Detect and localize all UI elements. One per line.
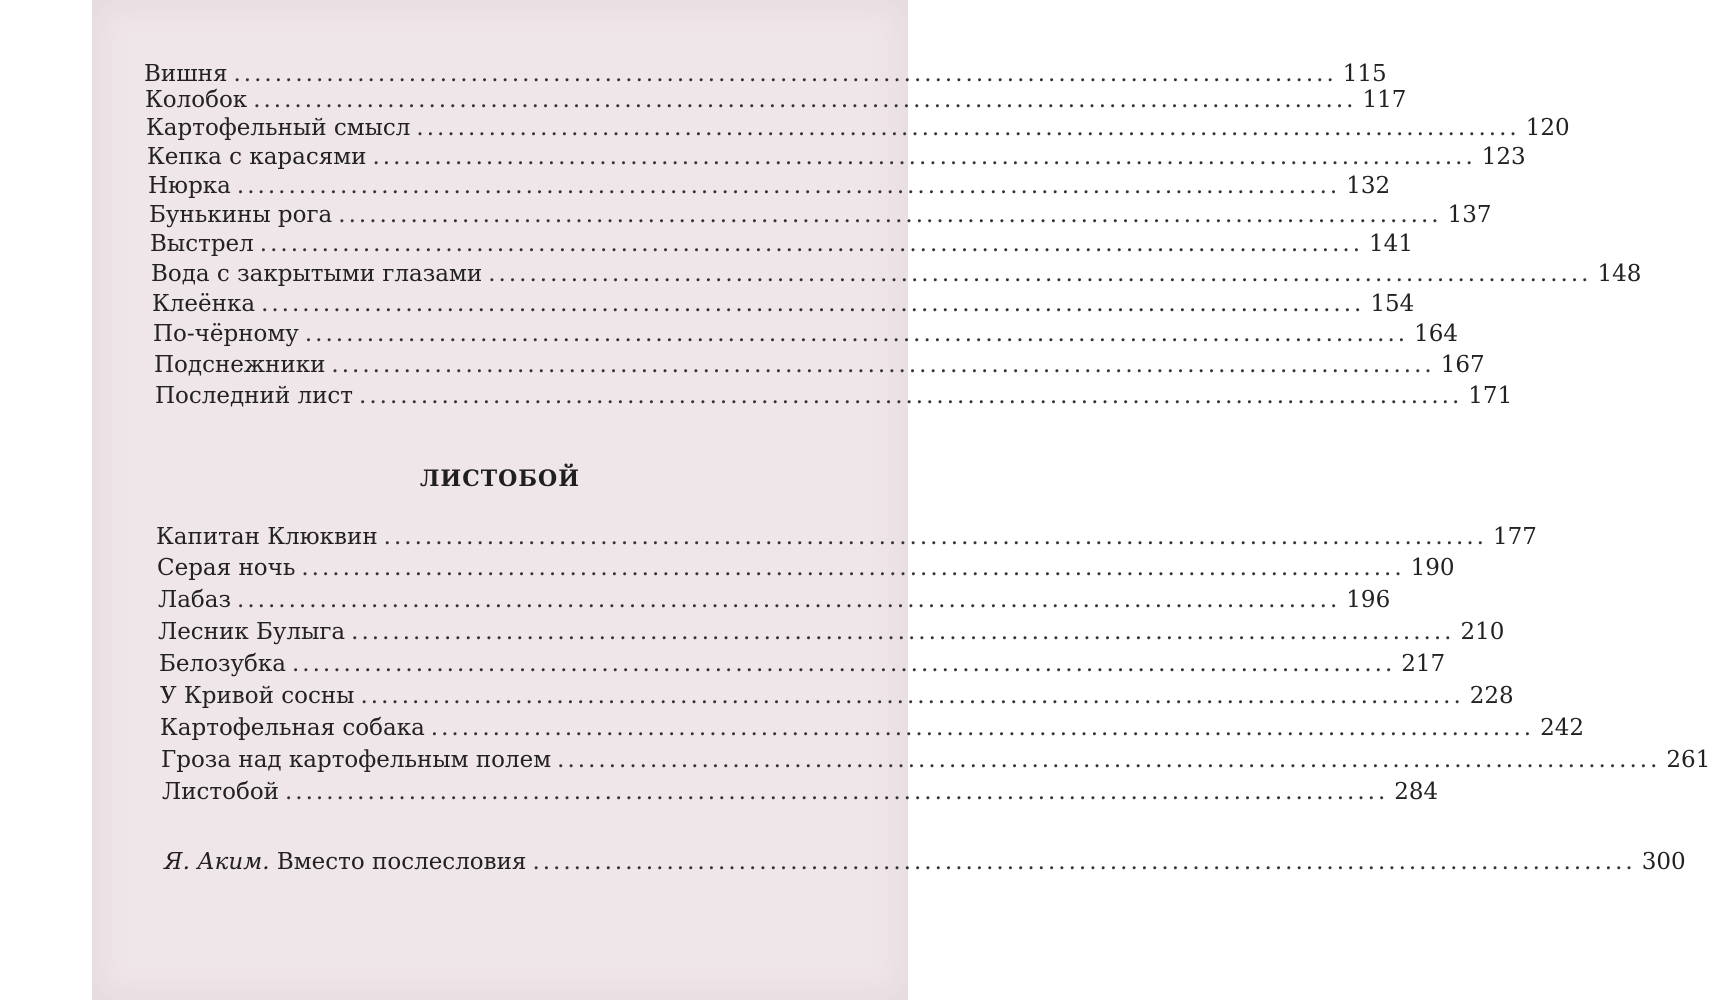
toc-entry-page: 261 bbox=[1666, 747, 1710, 773]
toc-entry-title: Вишня bbox=[144, 61, 228, 87]
toc-entry-page: 284 bbox=[1394, 779, 1439, 805]
toc-entry: По-чёрному ........................................................................................................... 164 bbox=[153, 321, 1459, 347]
toc-entry: Листобой ........................................................................................................... 284 bbox=[162, 779, 1439, 805]
toc-entry-title: Выстрел bbox=[150, 231, 254, 257]
toc-entry: Бунькины рога ........................................................................................................... 137 bbox=[149, 202, 1492, 228]
toc-entry-page: 148 bbox=[1597, 261, 1642, 287]
toc-entry: Последний лист ........................................................................................................... 171 bbox=[155, 383, 1513, 409]
toc-entry: Колобок ........................................................................................................... 117 bbox=[145, 87, 1407, 113]
toc-entry: Нюрка ........................................................................................................... 132 bbox=[148, 173, 1391, 199]
toc-entry: Картофельная собака ........................................................................................................... 242 bbox=[160, 715, 1584, 741]
toc-entry-page: 115 bbox=[1342, 61, 1387, 87]
toc-entry-page: 117 bbox=[1362, 87, 1407, 113]
toc-entry-title: У Кривой сосны bbox=[160, 683, 355, 709]
toc-entry: Лабаз ........................................................................................................... 196 bbox=[158, 587, 1391, 613]
toc-entry: Гроза над картофельным полем ........................................................................................................... 261 bbox=[161, 747, 1710, 773]
toc-entry-title: Картофельная собака bbox=[160, 715, 425, 741]
section-heading: ЛИСТОБОЙ bbox=[419, 466, 581, 492]
toc-entry-page: 171 bbox=[1468, 383, 1513, 409]
afterword-page: 300 bbox=[1641, 849, 1686, 875]
toc-entry-title: Капитан Клюквин bbox=[156, 524, 378, 550]
toc-entry-title: Лабаз bbox=[158, 587, 232, 613]
toc-entry: Картофельный смысл ........................................................................................................... 120 bbox=[146, 115, 1570, 141]
toc-entry-page: 123 bbox=[1481, 144, 1526, 170]
toc-entry-page: 228 bbox=[1469, 683, 1514, 709]
toc-entry-page: 154 bbox=[1370, 291, 1415, 317]
toc-entry-title: Серая ночь bbox=[157, 555, 296, 581]
toc-entry-title: Кепка с карасями bbox=[147, 144, 367, 170]
toc-entry-page: 242 bbox=[1540, 715, 1584, 741]
toc-entry-page: 210 bbox=[1460, 619, 1505, 645]
toc-entry: Подснежники ........................................................................................................... 167 bbox=[154, 352, 1485, 378]
toc-entry-afterword: Я. Аким. Вместо послесловия ........................................................................................................... 300 bbox=[164, 849, 1686, 875]
afterword-title: Вместо послесловия bbox=[276, 849, 527, 875]
toc-entry-title: Бунькины рога bbox=[149, 202, 333, 228]
toc-entry-title: Белозубка bbox=[159, 651, 286, 677]
toc-entry: Белозубка ........................................................................................................... 217 bbox=[159, 651, 1446, 677]
toc-entry: Клеёнка ........................................................................................................... 154 bbox=[152, 291, 1415, 317]
toc-entry-title: Нюрка bbox=[148, 173, 231, 199]
toc-entry-title: Картофельный смысл bbox=[146, 115, 411, 141]
toc-entry: Кепка с карасями ........................................................................................................... 123 bbox=[147, 144, 1526, 170]
toc-entry: Капитан Клюквин ........................................................................................................... 177 bbox=[156, 524, 1537, 550]
afterword-author: Я. Аким. bbox=[164, 849, 270, 875]
toc-entry-title: Колобок bbox=[145, 87, 248, 113]
toc-entry-page: 217 bbox=[1401, 651, 1446, 677]
book-page bbox=[92, 0, 1710, 1000]
toc-entry-title: Листобой bbox=[162, 779, 279, 805]
toc-entry-page: 120 bbox=[1525, 115, 1570, 141]
toc-entry-page: 141 bbox=[1369, 231, 1413, 257]
toc-entry: Вода с закрытыми глазами ........................................................................................................... 148 bbox=[151, 261, 1642, 287]
toc-entry: Вишня ........................................................................................................... 115 bbox=[144, 61, 1387, 87]
toc-entry: Серая ночь ........................................................................................................... 190 bbox=[157, 555, 1455, 581]
toc-entry-title: Гроза над картофельным полем bbox=[161, 747, 552, 773]
toc-entry-title: По-чёрному bbox=[153, 321, 299, 347]
toc-entry-page: 196 bbox=[1346, 587, 1391, 613]
toc-entry-title: Вода с закрытыми глазами bbox=[151, 261, 483, 287]
toc-entry: Лесник Булыга ........................................................................................................... 210 bbox=[158, 619, 1505, 645]
toc-entry: У Кривой сосны ........................................................................................................... 228 bbox=[160, 683, 1514, 709]
toc-entry-title: Последний лист bbox=[155, 383, 354, 409]
toc-entry-page: 167 bbox=[1440, 352, 1485, 378]
toc-entry-page: 132 bbox=[1346, 173, 1391, 199]
toc-entry-page: 137 bbox=[1447, 202, 1492, 228]
toc-entry-title: Клеёнка bbox=[152, 291, 256, 317]
toc-entry: Выстрел ........................................................................................................... 141 bbox=[150, 231, 1413, 257]
toc-entry-title: Лесник Булыга bbox=[158, 619, 346, 645]
toc-entry-page: 177 bbox=[1492, 524, 1537, 550]
toc-entry-page: 164 bbox=[1414, 321, 1459, 347]
toc-entry-title: Подснежники bbox=[154, 352, 326, 378]
toc-entry-page: 190 bbox=[1410, 555, 1455, 581]
